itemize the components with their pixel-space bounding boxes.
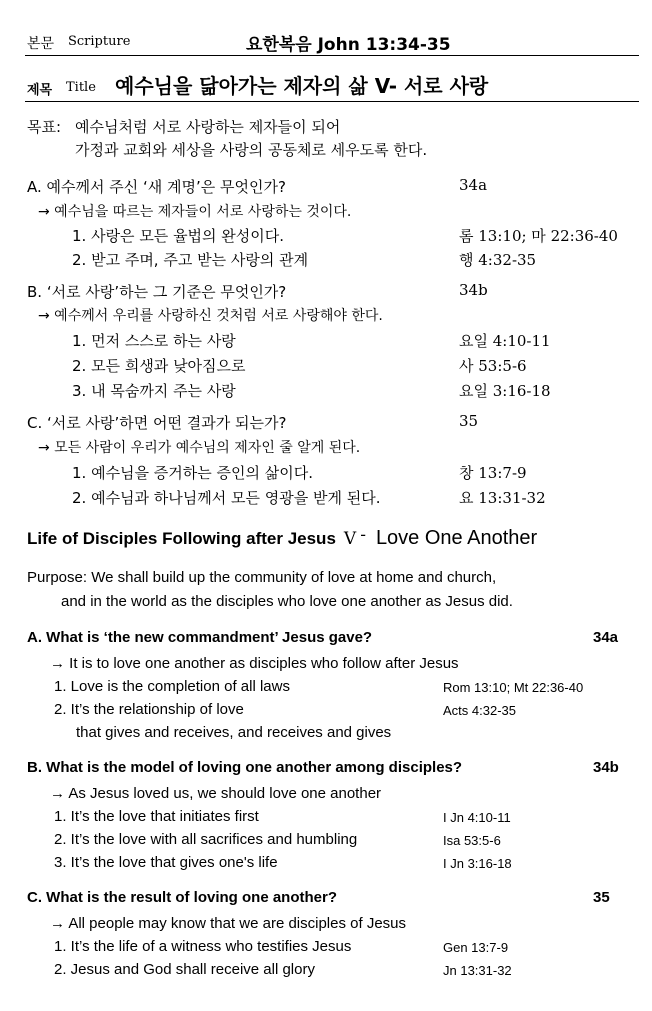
english-ref-c2: Jn 13:31-32 <box>443 963 512 978</box>
korean-answer-a: → 예수님을 따르는 제자들이 서로 사랑하는 것이다. <box>38 204 352 220</box>
korean-point-b3: 3. 내 목숨까지 주는 사랑 <box>72 382 236 400</box>
korean-question-c: C. ‘서로 사랑’하면 어떤 결과가 되는가? <box>27 414 287 432</box>
korean-ref-c2: 요 13:31-32 <box>459 489 546 507</box>
korean-answer-c: → 모든 사람이 우리가 예수님의 제자인 줄 알게 된다. <box>38 440 361 456</box>
english-ref-a: 34a <box>593 629 619 646</box>
page-title: 예수님을 닮아가는 제자의 삶 V- 서로 사랑 <box>115 74 489 98</box>
english-ref-b: 34b <box>593 759 619 776</box>
korean-ref-a: 34a <box>459 176 488 194</box>
english-answer-b: → As Jesus loved us, we should love one another <box>50 785 382 802</box>
korean-ref-b3: 요일 3:16-18 <box>459 382 551 400</box>
korean-point-a2: 2. 받고 주며, 주고 받는 사랑의 관계 <box>72 251 309 269</box>
english-point-c1: 1. It’s the life of a witness who testifies Jesus <box>54 938 352 955</box>
passage: 요한복음 John 13:34-35 <box>246 35 451 55</box>
english-point-b3: 3. It’s the love that gives one's life <box>54 854 278 871</box>
title-label-en: Title <box>66 80 96 95</box>
english-answer-a: → It is to love one another as disciples who follow after Jesus <box>50 655 459 672</box>
title-label: 제목 <box>27 83 53 98</box>
header-divider-bottom <box>25 101 639 102</box>
header-divider-top <box>25 55 639 56</box>
english-ref-b2: Isa 53:5-6 <box>443 833 501 848</box>
korean-ref-c: 35 <box>459 412 479 430</box>
english-ref-b1: I Jn 4:10-11 <box>443 810 511 825</box>
english-question-b: B. What is the model of loving one another among disciples? <box>27 759 463 776</box>
english-title-part1: Life of Disciples Following after Jesus <box>27 529 336 548</box>
korean-ref-b: 34b <box>459 281 488 299</box>
english-point-c2: 2. Jesus and God shall receive all glory <box>54 961 315 978</box>
korean-question-a: A. 예수께서 주신 ‘새 계명’은 무엇인가? <box>27 178 286 196</box>
english-point-a1: 1. Love is the completion of all laws <box>54 678 290 695</box>
korean-ref-c1: 창 13:7-9 <box>459 464 527 482</box>
english-point-b2: 2. It’s the love with all sacrifices and humbling <box>54 831 358 848</box>
english-title-dash: - <box>360 525 366 545</box>
english-point-b1: 1. It’s the love that initiates first <box>54 808 259 825</box>
scripture-label-en: Scripture <box>68 34 131 49</box>
english-purpose-line2: and in the world as the disciples who love one another as Jesus did. <box>61 593 513 610</box>
korean-purpose-line2: 가정과 교회와 세상을 사랑의 공동체로 세우도록 한다. <box>75 141 428 159</box>
english-title-part2: Love One Another <box>375 527 538 549</box>
korean-purpose-line1: 예수님처럼 서로 사랑하는 제자들이 되어 <box>75 118 341 136</box>
korean-ref-b1: 요일 4:10-11 <box>459 332 551 350</box>
english-ref-a2: Acts 4:32-35 <box>443 703 516 718</box>
korean-point-c1: 1. 예수님을 증거하는 증인의 삶이다. <box>72 464 314 482</box>
korean-ref-b2: 사 53:5-6 <box>459 357 527 375</box>
korean-question-b: B. ‘서로 사랑’하는 그 기준은 무엇인가? <box>27 283 287 301</box>
korean-point-b1: 1. 먼저 스스로 하는 사랑 <box>72 332 236 350</box>
korean-answer-b: → 예수께서 우리를 사랑하신 것처럼 서로 사랑해야 한다. <box>38 308 383 324</box>
korean-point-a1: 1. 사랑은 모든 율법의 완성이다. <box>72 227 285 245</box>
english-question-c: C. What is the result of loving one another? <box>27 889 338 906</box>
korean-point-c2: 2. 예수님과 하나님께서 모든 영광을 받게 된다. <box>72 489 381 507</box>
english-ref-c1: Gen 13:7-9 <box>443 940 509 955</box>
english-point-a2: 2. It’s the relationship of love <box>54 701 244 718</box>
korean-point-b2: 2. 모든 희생과 낮아짐으로 <box>72 357 246 375</box>
english-question-a: A. What is ‘the new commandment’ Jesus gave? <box>27 629 373 646</box>
korean-ref-a2: 행 4:32-35 <box>459 251 537 269</box>
english-ref-b3: I Jn 3:16-18 <box>443 856 512 871</box>
english-point-a2-continuation: that gives and receives, and receives and gives <box>76 724 392 741</box>
scripture-label: 본문 <box>27 36 55 52</box>
korean-purpose-label: 목표: <box>27 118 62 136</box>
english-ref-c: 35 <box>593 889 610 906</box>
english-answer-c: → All people may know that we are disciples of Jesus <box>50 915 407 932</box>
english-ref-a1: Rom 13:10; Mt 22:36-40 <box>443 680 584 695</box>
english-title-roman: V <box>343 529 357 549</box>
english-title <box>27 527 537 550</box>
english-purpose-line1: Purpose: We shall build up the community of love at home and church, <box>27 569 497 586</box>
korean-ref-a1: 롬 13:10; 마 22:36-40 <box>459 227 618 245</box>
